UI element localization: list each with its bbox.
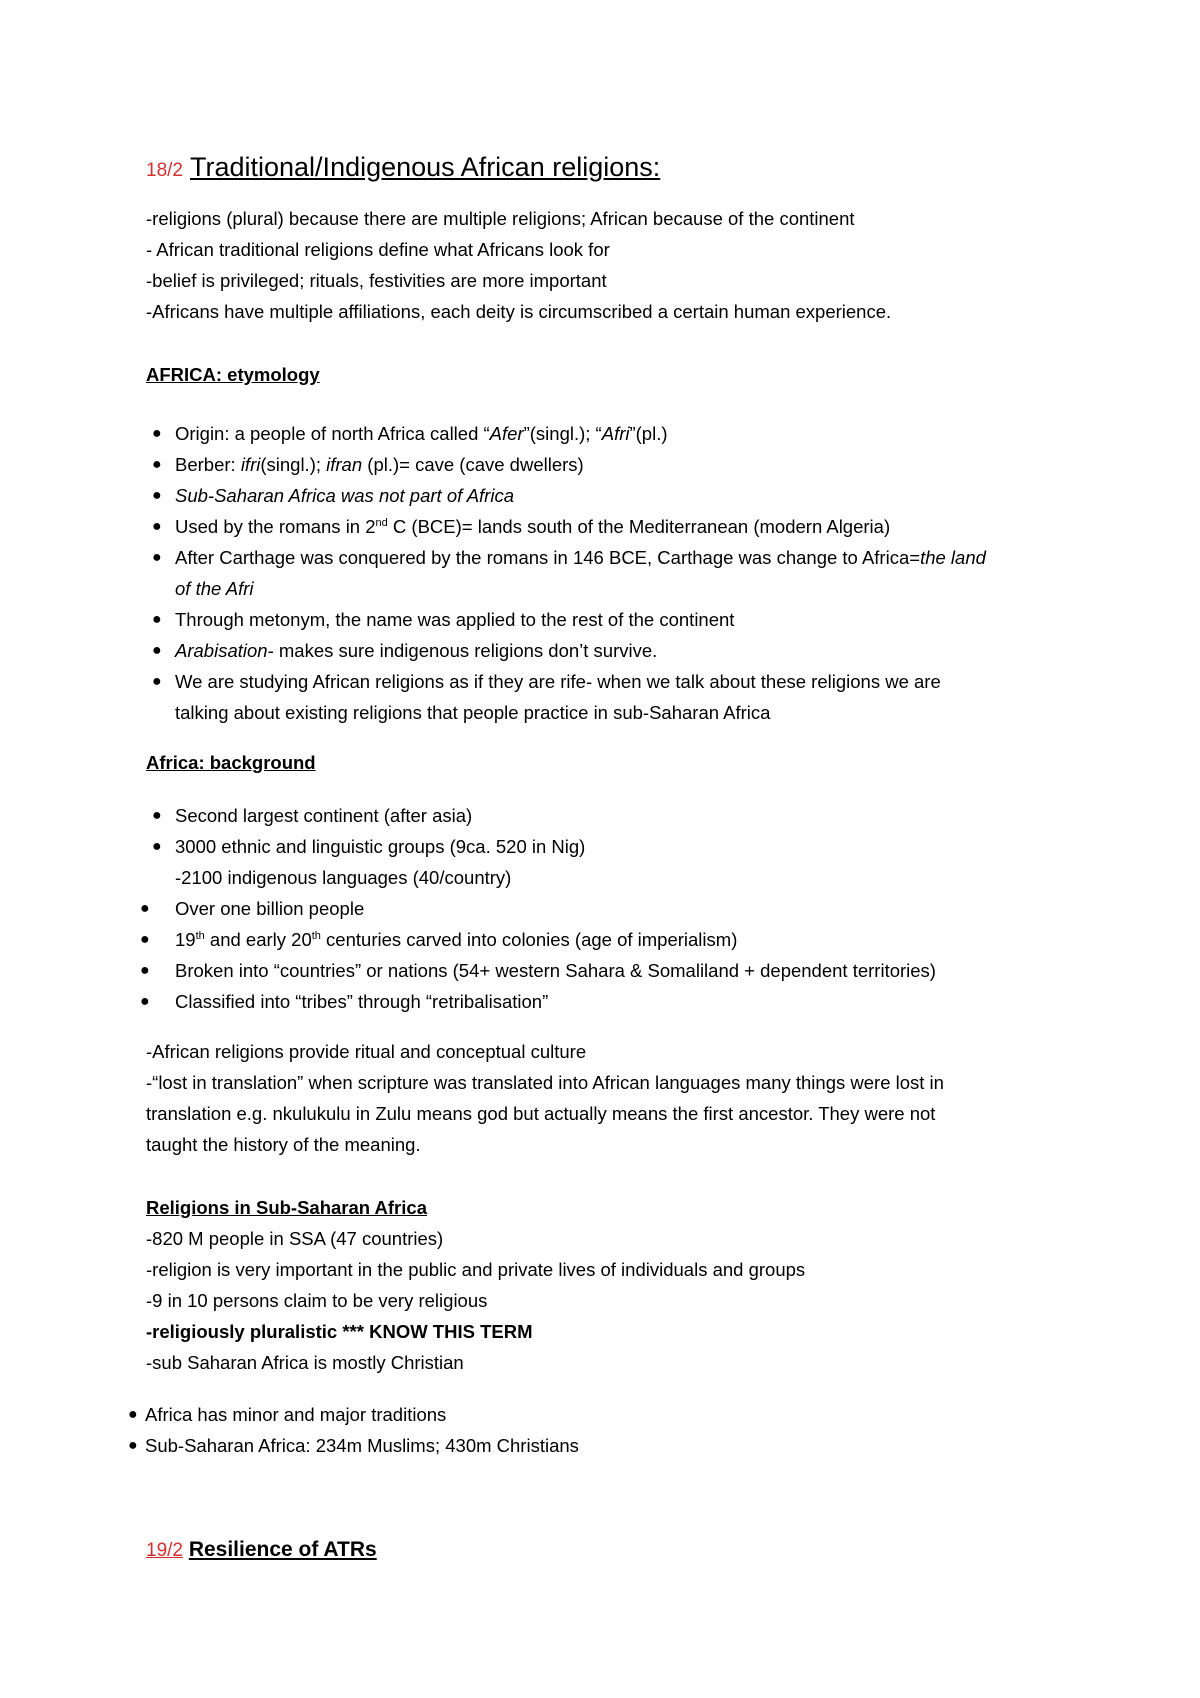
section-heading-background: Africa: background	[146, 752, 316, 773]
paragraph-line: -9 in 10 persons claim to be very religious	[146, 1290, 488, 1311]
list-item: Used by the romans in 2nd C (BCE)= lands south of the Mediterranean (modern Algeria)	[175, 516, 891, 537]
note-heading-18-2	[146, 150, 660, 188]
bullet-icon: ●	[140, 900, 150, 917]
list-item: Classified into “tribes” through “retribalisation”	[175, 991, 549, 1012]
list-item: Africa has minor and major traditions	[145, 1404, 447, 1425]
bullet-icon: ●	[128, 1437, 138, 1454]
note-date: 18/2	[146, 160, 183, 181]
key-term-line: -religiously pluralistic *** KNOW THIS TERM	[146, 1321, 533, 1342]
bullet-icon: ●	[152, 487, 162, 504]
list-item: Arabisation- makes sure indigenous religions don’t survive.	[175, 640, 658, 661]
bullet-icon: ●	[152, 518, 162, 535]
list-item: Berber: ifri(singl.); ifran (pl.)= cave (cave dwellers)	[175, 454, 584, 475]
intro-line: -religions (plural) because there are multiple religions; African because of the continent	[146, 208, 855, 229]
list-item-continuation: of the Afri	[175, 578, 254, 599]
bullet-icon: ●	[152, 807, 162, 824]
bullet-icon: ●	[140, 962, 150, 979]
bullet-icon: ●	[152, 838, 162, 855]
list-item: Sub-Saharan Africa: 234m Muslims; 430m Christians	[145, 1435, 579, 1456]
paragraph-line: taught the history of the meaning.	[146, 1134, 421, 1155]
bullet-icon: ●	[152, 456, 162, 473]
bullet-icon: ●	[140, 993, 150, 1010]
note-title: Traditional/Indigenous African religions:	[190, 152, 661, 182]
note-heading-19-2	[146, 1535, 377, 1566]
paragraph-line: -African religions provide ritual and conceptual culture	[146, 1041, 587, 1062]
bullet-icon: ●	[152, 549, 162, 566]
list-item: Over one billion people	[175, 898, 365, 919]
list-item: Sub-Saharan Africa was not part of Africa	[175, 485, 514, 506]
paragraph-line: -820 M people in SSA (47 countries)	[146, 1228, 444, 1249]
list-item: Origin: a people of north Africa called “Afer”(singl.); “Afri”(pl.)	[175, 423, 668, 444]
bullet-icon: ●	[128, 1406, 138, 1423]
intro-line: -Africans have multiple affiliations, each deity is circumscribed a certain human experience.	[146, 301, 892, 322]
bullet-icon: ●	[152, 611, 162, 628]
list-item: 19th and early 20th centuries carved into colonies (age of imperialism)	[175, 929, 738, 950]
intro-line: -belief is privileged; rituals, festivities are more important	[146, 270, 607, 291]
paragraph-line: translation e.g. nkulukulu in Zulu means god but actually means the first ancestor. They were not	[146, 1103, 936, 1124]
list-item: We are studying African religions as if they are rife- when we talk about these religions we are	[175, 671, 941, 692]
section-heading-ssa: Religions in Sub-Saharan Africa	[146, 1197, 427, 1218]
bullet-icon: ●	[152, 673, 162, 690]
paragraph-line: -sub Saharan Africa is mostly Christian	[146, 1352, 464, 1373]
list-item: After Carthage was conquered by the romans in 146 BCE, Carthage was change to Africa=the land	[175, 547, 986, 568]
paragraph-line: -religion is very important in the public and private lives of individuals and groups	[146, 1259, 806, 1280]
list-item: 3000 ethnic and linguistic groups (9ca. 520 in Nig)	[175, 836, 586, 857]
list-item: Broken into “countries” or nations (54+ western Sahara & Somaliland + dependent territories)	[175, 960, 936, 981]
note-title: Resilience of ATRs	[188, 1538, 377, 1561]
list-item: Through metonym, the name was applied to the rest of the continent	[175, 609, 735, 630]
intro-line: - African traditional religions define what Africans look for	[146, 239, 610, 260]
list-item: Second largest continent (after asia)	[175, 805, 473, 826]
note-date: 19/2	[146, 1540, 183, 1561]
list-item-continuation: -2100 indigenous languages (40/country)	[175, 867, 512, 888]
section-heading-etymology: AFRICA: etymology	[146, 364, 320, 385]
bullet-icon: ●	[152, 425, 162, 442]
bullet-icon: ●	[152, 642, 162, 659]
paragraph-line: -“lost in translation” when scripture was translated into African languages many things were lost in	[146, 1072, 944, 1093]
list-item-continuation: talking about existing religions that people practice in sub-Saharan Africa	[175, 702, 771, 723]
bullet-icon: ●	[140, 931, 150, 948]
